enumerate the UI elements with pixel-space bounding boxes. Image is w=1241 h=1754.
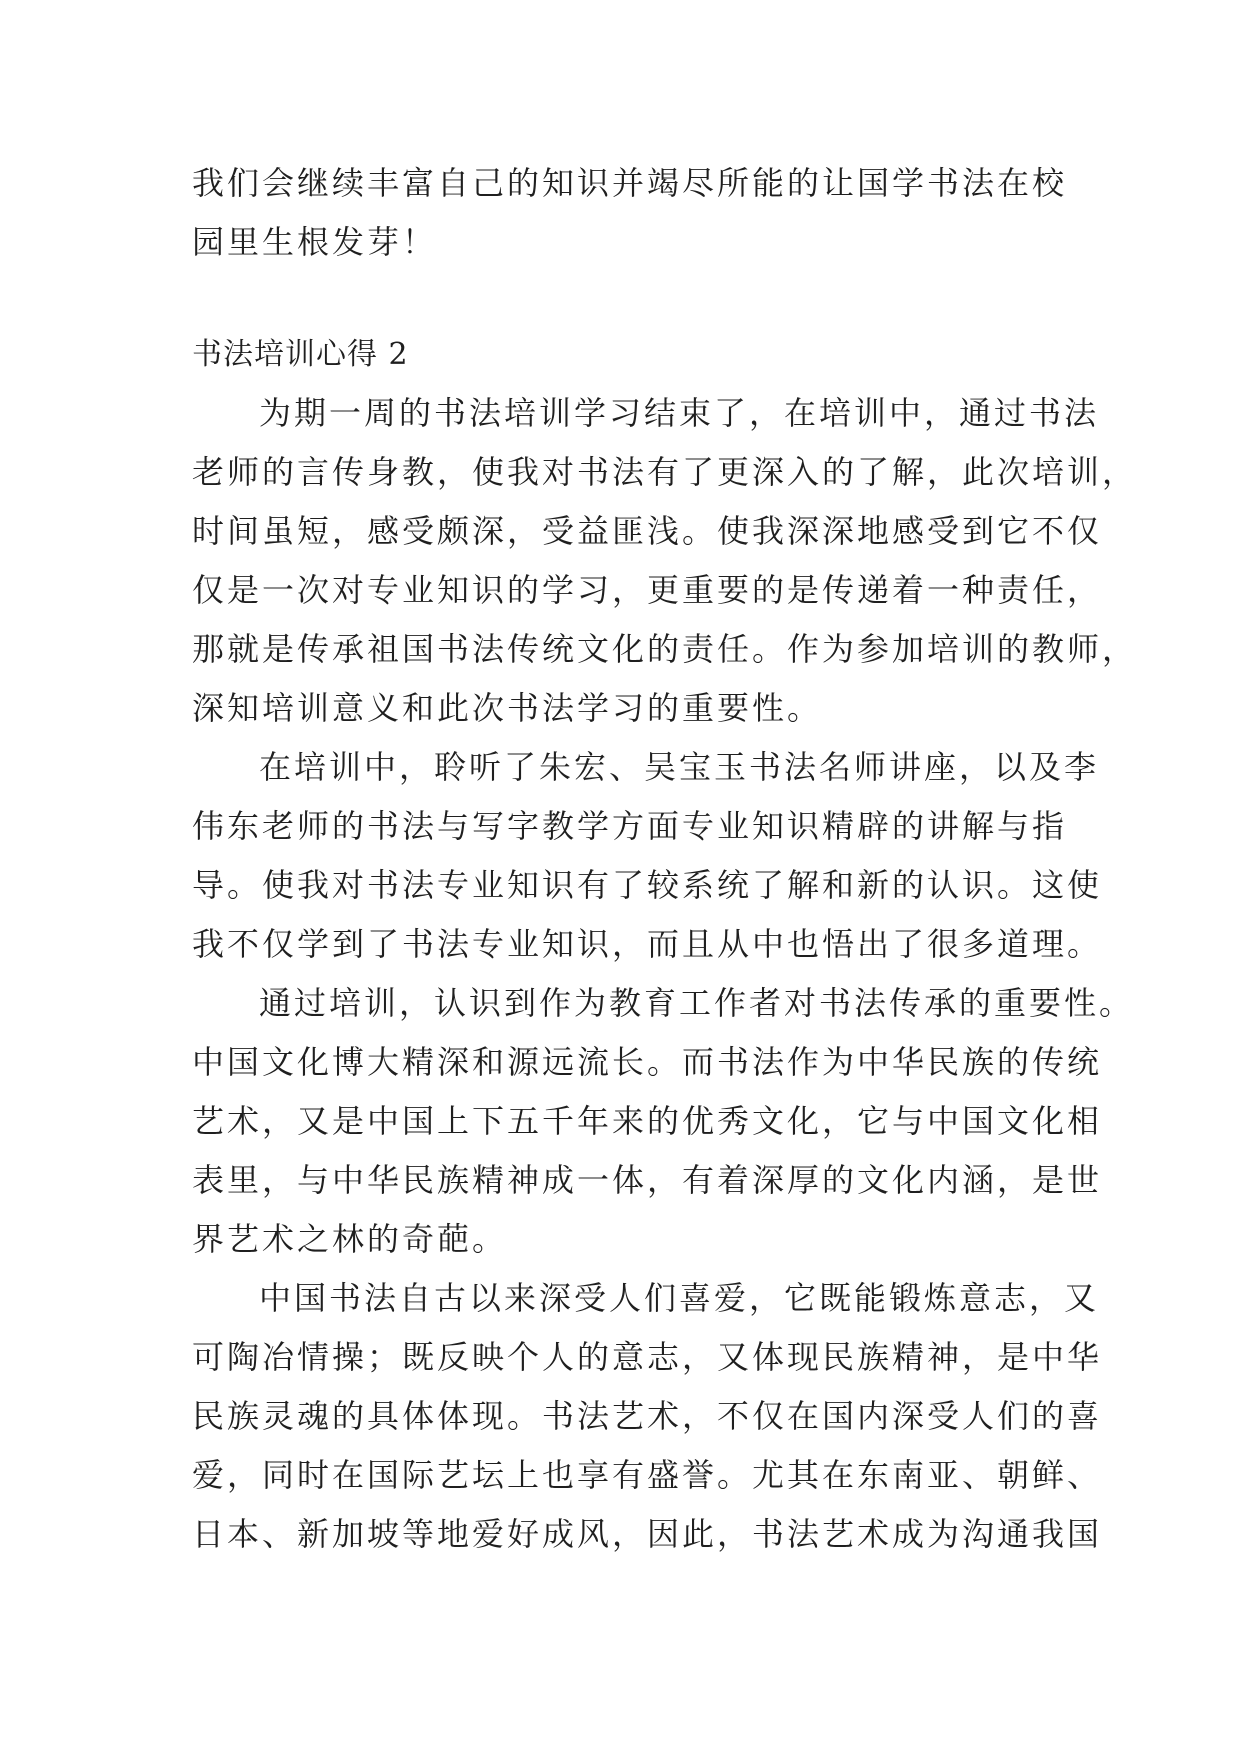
paragraph-line: 日本、新加坡等地爱好成风，因此，书法艺术成为沟通我国: [192, 1515, 1103, 1553]
paragraph-line: 艺术，又是中国上下五千年来的优秀文化，它与中国文化相: [192, 1102, 1103, 1140]
paragraph: [192, 738, 1103, 974]
paragraph-line: 中国文化博大精深和源远流长。而书法作为中华民族的传统: [192, 1043, 1103, 1081]
paragraph: [192, 974, 1135, 1269]
paragraph-line: 伟东老师的书法与写字教学方面专业知识精辟的讲解与指: [192, 807, 1068, 845]
paragraph-line: 时间虽短，感受颇深，受益匪浅。使我深深地感受到它不仅: [192, 512, 1103, 550]
paragraph-line: 仅是一次对专业知识的学习，更重要的是传递着一种责任，: [192, 571, 1103, 609]
paragraph-line: 那就是传承祖国书法传统文化的责任。作为参加培训的教师，: [192, 630, 1138, 668]
paragraph-line: 老师的言传身教，使我对书法有了更深入的了解，此次培训，: [192, 453, 1138, 491]
paragraph-line: 为期一周的书法培训学习结束了，在培训中，通过书法: [259, 394, 1100, 432]
intro-line: 园里生根发芽！: [192, 223, 438, 261]
paragraph-line: 深知培训意义和此次书法学习的重要性。: [192, 689, 823, 727]
paragraph-line: 民族灵魂的具体体现。书法艺术，不仅在国内深受人们的喜: [192, 1397, 1103, 1435]
paragraph-line: 导。使我对书法专业知识有了较系统了解和新的认识。这使: [192, 866, 1103, 904]
section-title: 书法培训心得 2: [192, 337, 409, 372]
paragraph-line: 界艺术之林的奇葩。: [192, 1220, 508, 1258]
paragraph-line: 我不仅学到了书法专业知识，而且从中也悟出了很多道理。: [192, 925, 1103, 963]
paragraph-line: 在培训中，聆听了朱宏、吴宝玉书法名师讲座，以及李: [259, 748, 1100, 786]
paragraph-line: 爱，同时在国际艺坛上也享有盛誉。尤其在东南亚、朝鲜、: [192, 1456, 1103, 1494]
paragraph-line: 可陶冶情操；既反映个人的意志，又体现民族精神，是中华: [192, 1338, 1103, 1376]
paragraph-line: 表里，与中华民族精神成一体，有着深厚的文化内涵，是世: [192, 1161, 1103, 1199]
text-column: [192, 154, 1138, 1564]
paragraph: [192, 1269, 1103, 1564]
paragraph-line: 中国书法自古以来深受人们喜爱，它既能锻炼意志，又: [259, 1279, 1100, 1317]
paragraph: [192, 384, 1138, 738]
paragraph-line: 通过培训，认识到作为教育工作者对书法传承的重要性。: [259, 984, 1135, 1022]
intro-line: 我们会继续丰富自己的知识并竭尽所能的让国学书法在校: [192, 164, 1068, 202]
